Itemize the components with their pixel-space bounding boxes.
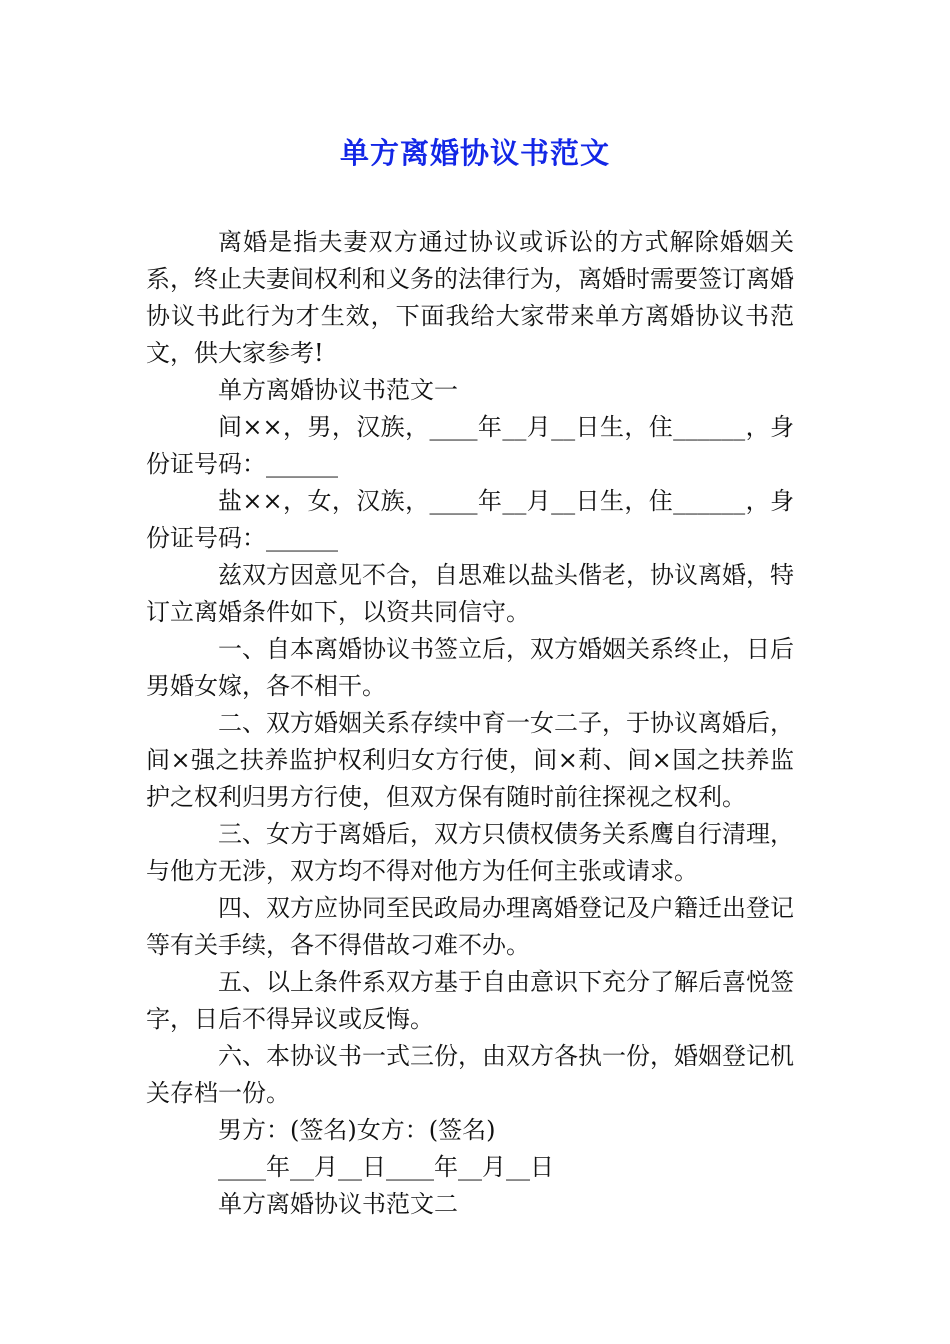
document-title: 单方离婚协议书范文	[339, 136, 610, 170]
clause-four: 四、双方应协同至民政局办理离婚登记及户籍迁出登记等有关手续，各不得借故刁难不办。	[146, 894, 794, 959]
document-body	[146, 224, 794, 1223]
date-line: ____年__月__日____年__月__日	[218, 1153, 554, 1181]
paragraph-male-party: 间××，男，汉族，____年__月__日生，住______，身份证号码：______	[146, 413, 794, 478]
clause-two: 二、双方婚姻关系存续中育一女二子，于协议离婚后，间×强之扶养监护权利归女方行使，间×莉、间×国之扶养监护之权利归男方行使，但双方保有随时前往探视之权利。	[146, 709, 794, 811]
clause-five: 五、以上条件系双方基于自由意识下充分了解后喜悦签字，日后不得异议或反悔。	[146, 968, 794, 1033]
clause-three: 三、女方于离婚后，双方只债权债务关系鹰自行清理，与他方无涉，双方均不得对他方为任何主张或请求。	[146, 820, 794, 885]
paragraph-intro: 离婚是指夫妻双方通过协议或诉讼的方式解除婚姻关系，终止夫妻间权利和义务的法律行为，离婚时需要签订离婚协议书此行为才生效，下面我给大家带来单方离婚协议书范文，供大家参考!	[146, 228, 794, 367]
clause-six: 六、本协议书一式三份，由双方各执一份，婚姻登记机关存档一份。	[146, 1042, 794, 1107]
clause-one: 一、自本离婚协议书签立后，双方婚姻关系终止，日后男婚女嫁，各不相干。	[146, 635, 794, 700]
paragraph-preamble: 兹双方因意见不合，自思难以盐头偕老，协议离婚，特订立离婚条件如下，以资共同信守。	[146, 561, 794, 626]
signature-line: 男方：(签名)女方：(签名)	[218, 1116, 496, 1144]
paragraph-female-party: 盐××，女，汉族，____年__月__日生，住______，身份证号码：______	[146, 487, 794, 552]
section-heading-sample-one: 单方离婚协议书范文一	[218, 376, 458, 404]
section-heading-sample-two: 单方离婚协议书范文二	[218, 1190, 458, 1218]
